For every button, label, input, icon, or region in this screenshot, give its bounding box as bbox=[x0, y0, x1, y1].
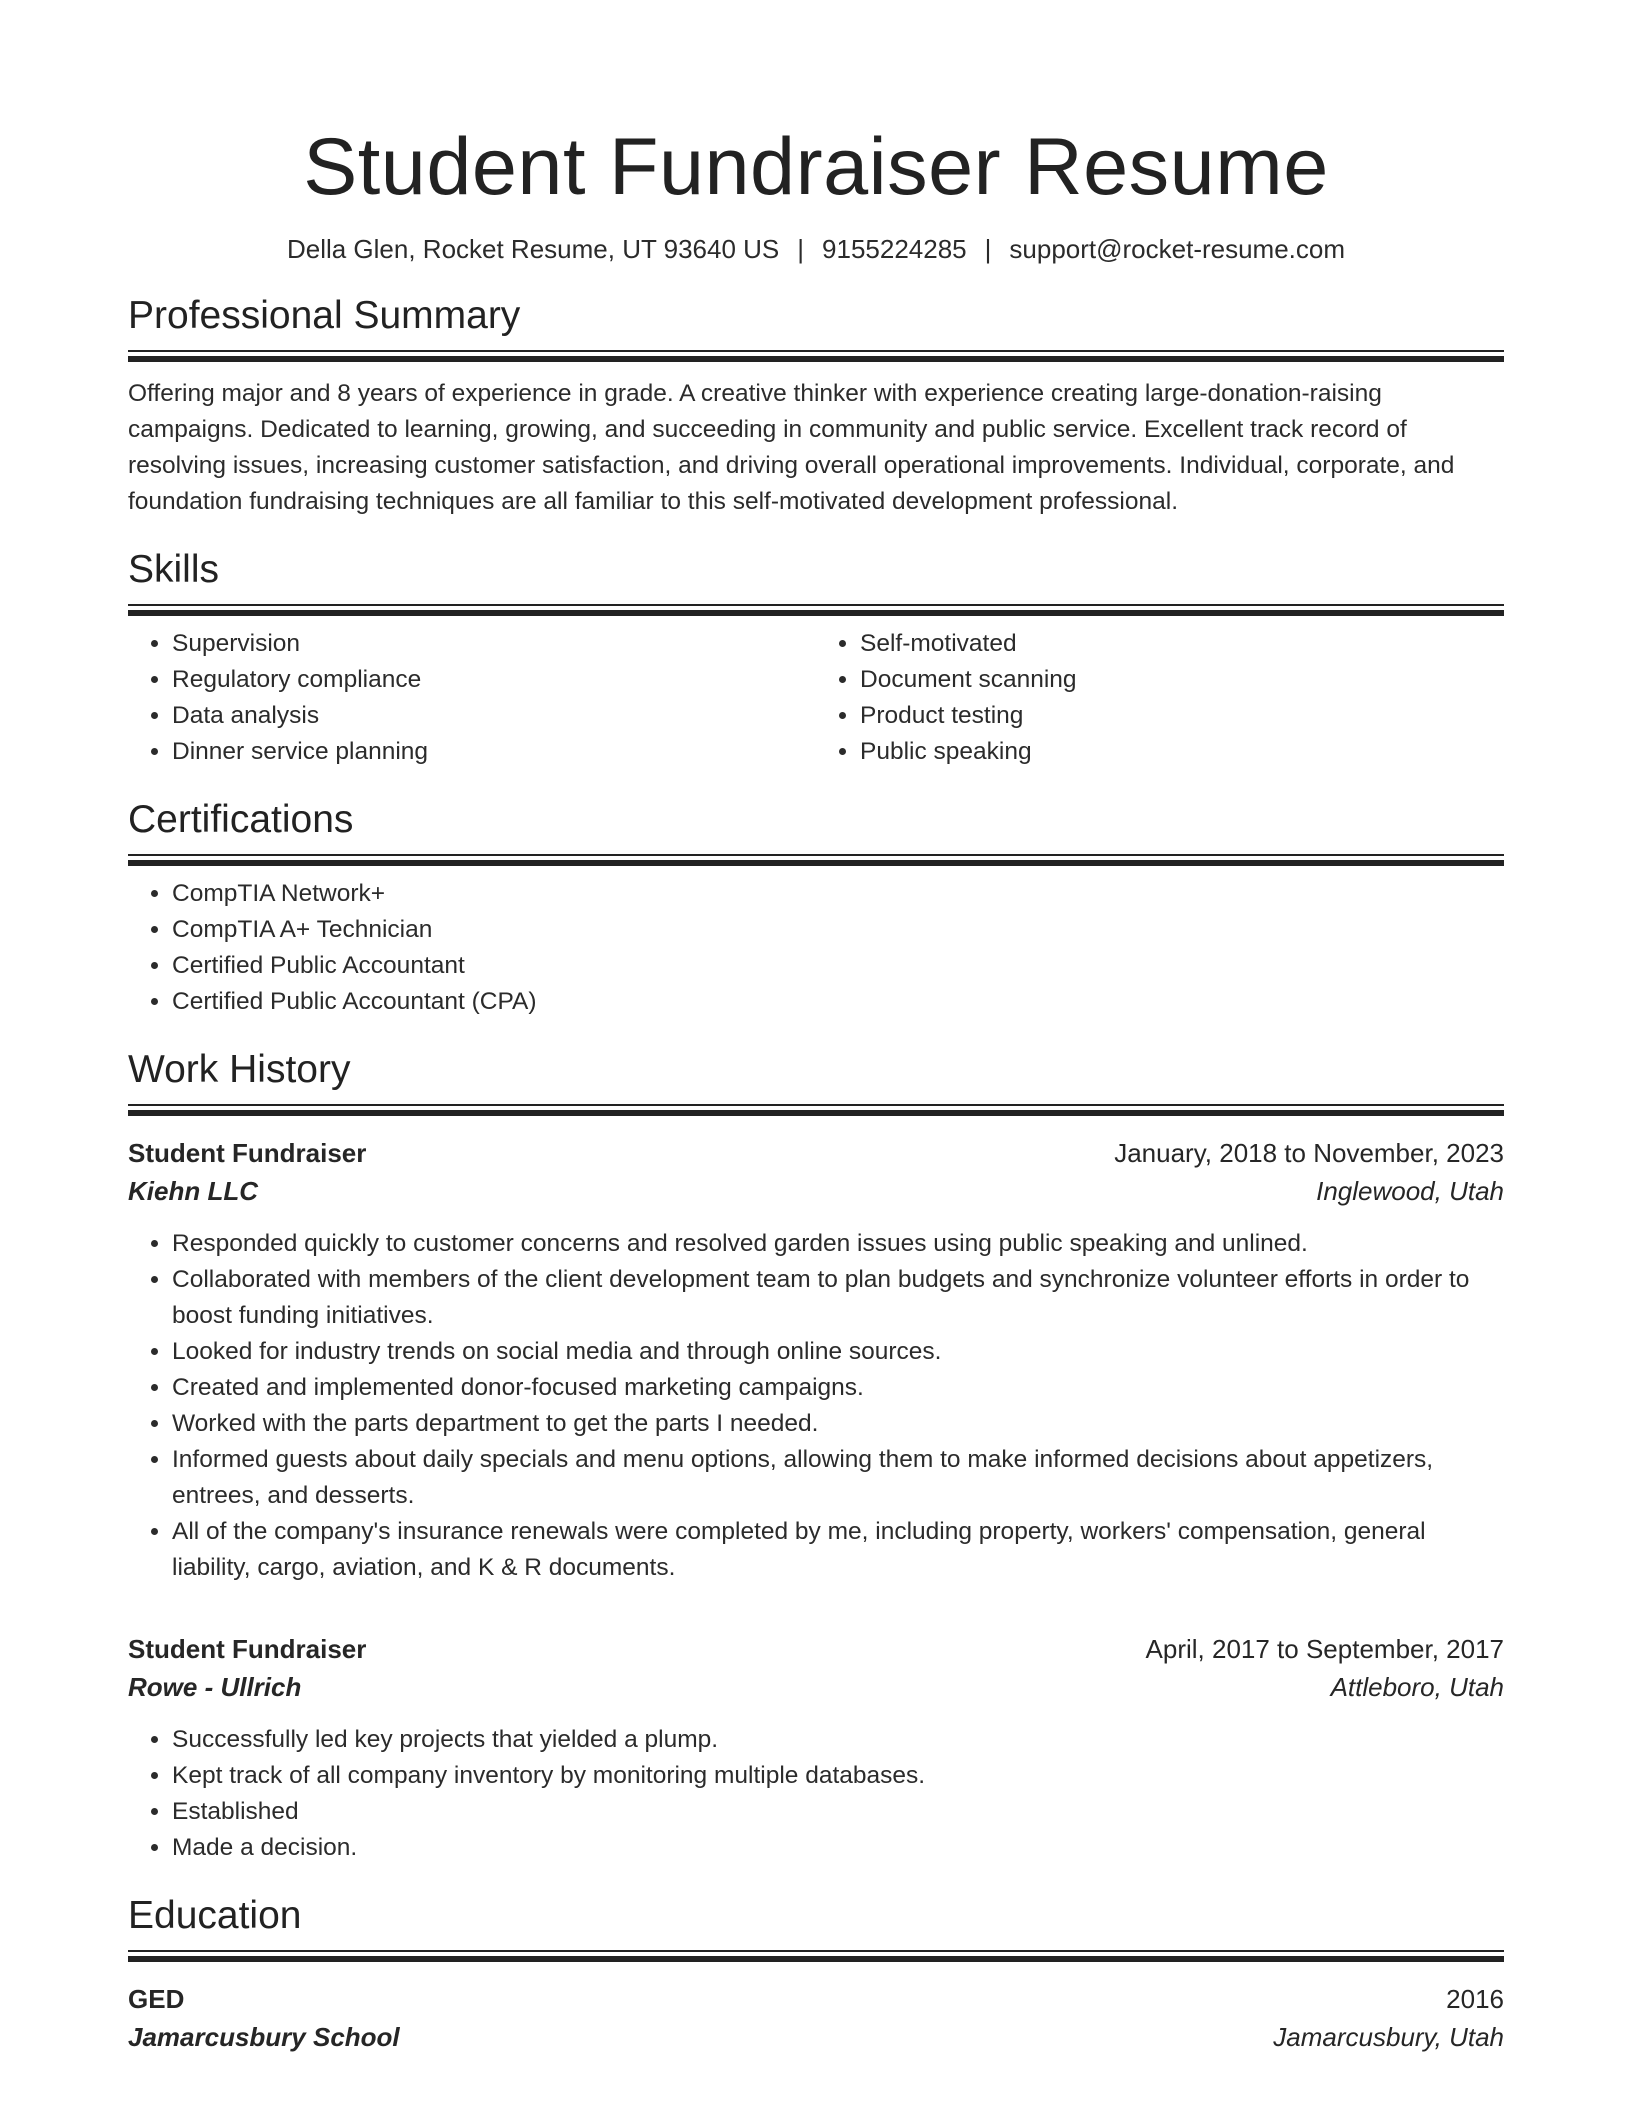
job-company-row bbox=[128, 1172, 1504, 1210]
education-heading: Education bbox=[128, 1894, 302, 1937]
skill-item: • Document scanning bbox=[860, 662, 1504, 698]
skill-item: • Product testing bbox=[860, 698, 1504, 734]
job-duties-list bbox=[128, 1226, 1504, 1586]
contact-phone: 9155224285 bbox=[822, 234, 967, 264]
skills-list-left bbox=[128, 626, 816, 770]
skill-item: • Self-motivated bbox=[860, 626, 1504, 662]
education-degree: GED bbox=[128, 1984, 185, 2014]
job-duty-item: • Collaborated with members of the client development team to plan budgets and synchronize volunteer efforts in order to boost funding initiatives. bbox=[172, 1262, 1504, 1334]
job-duty-item: • Looked for industry trends on social media and through online sources. bbox=[172, 1334, 1504, 1370]
job-duty-item: • Established bbox=[172, 1794, 1504, 1830]
job-duty-item: • Made a decision. bbox=[172, 1830, 1504, 1866]
section-divider bbox=[128, 350, 1504, 362]
section-divider bbox=[128, 604, 1504, 616]
job-title: Student Fundraiser bbox=[128, 1138, 367, 1168]
skills-section bbox=[128, 546, 1504, 770]
section-divider bbox=[128, 1950, 1504, 1962]
education-school-row bbox=[128, 2018, 1504, 2056]
section-divider bbox=[128, 854, 1504, 866]
job-entry bbox=[128, 1134, 1504, 1586]
skill-item: • Public speaking bbox=[860, 734, 1504, 770]
section-divider bbox=[128, 1104, 1504, 1116]
job-duties-list bbox=[128, 1722, 1504, 1866]
job-title: Student Fundraiser bbox=[128, 1634, 367, 1664]
certifications-list bbox=[128, 876, 1504, 1020]
certifications-section bbox=[128, 796, 1504, 1020]
contact-line bbox=[128, 232, 1504, 266]
work-history-section bbox=[128, 1046, 1504, 1866]
education-school: Jamarcusbury School bbox=[128, 2022, 400, 2052]
education-header-row bbox=[128, 1980, 1504, 2018]
job-header-row bbox=[128, 1630, 1504, 1668]
summary-text: Offering major and 8 years of experience in grade. A creative thinker with experience creating large-donation-raising campaigns. Dedicated to learning, growing, and succeeding in community and public service. Excellent track record of resolving issues, increasing customer satisfaction, and driving overall operational improvements. Individual, corporate, and foundation fundraising techniques are all familiar to this self-motivated development professional. bbox=[128, 380, 1455, 515]
work-history-heading: Work History bbox=[128, 1048, 351, 1091]
certification-item: • Certified Public Accountant bbox=[172, 948, 1504, 984]
resume-title: Student Fundraiser Resume bbox=[303, 122, 1329, 212]
certification-item: • CompTIA Network+ bbox=[172, 876, 1504, 912]
job-duty-item: • Kept track of all company inventory by monitoring multiple databases. bbox=[172, 1758, 1504, 1794]
job-duty-item: • Worked with the parts department to get the parts I needed. bbox=[172, 1406, 1504, 1442]
job-dates: April, 2017 to September, 2017 bbox=[1145, 1634, 1504, 1664]
skill-item: • Data analysis bbox=[172, 698, 816, 734]
certifications-heading: Certifications bbox=[128, 798, 354, 841]
job-duty-item: • Created and implemented donor-focused marketing campaigns. bbox=[172, 1370, 1504, 1406]
certification-item: • CompTIA A+ Technician bbox=[172, 912, 1504, 948]
education-year: 2016 bbox=[1446, 1984, 1504, 2014]
education-entry bbox=[128, 1980, 1504, 2056]
contact-address: Della Glen, Rocket Resume, UT 93640 US bbox=[286, 234, 780, 264]
skill-item: • Supervision bbox=[172, 626, 816, 662]
job-location: Inglewood, Utah bbox=[1316, 1176, 1504, 1206]
skill-item: • Regulatory compliance bbox=[172, 662, 816, 698]
job-duty-item: • Informed guests about daily specials and menu options, allowing them to make informed decisions about appetizers, entrees, and desserts. bbox=[172, 1442, 1504, 1514]
job-company-row bbox=[128, 1668, 1504, 1706]
job-dates: January, 2018 to November, 2023 bbox=[1114, 1138, 1504, 1168]
job-location: Attleboro, Utah bbox=[1330, 1672, 1504, 1702]
job-duty-item: • Responded quickly to customer concerns and resolved garden issues using public speaking and unlined. bbox=[172, 1226, 1504, 1262]
job-duty-item: • All of the company's insurance renewals were completed by me, including property, workers' compensation, general liability, cargo, aviation, and K & R documents. bbox=[172, 1514, 1504, 1586]
job-company: Rowe - Ullrich bbox=[128, 1672, 302, 1702]
job-entry bbox=[128, 1630, 1504, 1866]
contact-email: support@rocket-resume.com bbox=[1009, 234, 1346, 264]
job-duty-item: • Successfully led key projects that yielded a plump. bbox=[172, 1722, 1504, 1758]
skills-grid bbox=[128, 626, 1504, 770]
education-location: Jamarcusbury, Utah bbox=[1273, 2022, 1504, 2052]
job-header-row bbox=[128, 1134, 1504, 1172]
skill-item: • Dinner service planning bbox=[172, 734, 816, 770]
summary-heading: Professional Summary bbox=[128, 294, 521, 337]
contact-separator: | bbox=[797, 234, 805, 264]
job-company: Kiehn LLC bbox=[128, 1176, 258, 1206]
contact-separator: | bbox=[984, 234, 992, 264]
skills-heading: Skills bbox=[128, 548, 220, 591]
certification-item: • Certified Public Accountant (CPA) bbox=[172, 984, 1504, 1020]
summary-section bbox=[128, 292, 1504, 520]
skills-list-right bbox=[816, 626, 1504, 770]
education-section bbox=[128, 1892, 1504, 2056]
